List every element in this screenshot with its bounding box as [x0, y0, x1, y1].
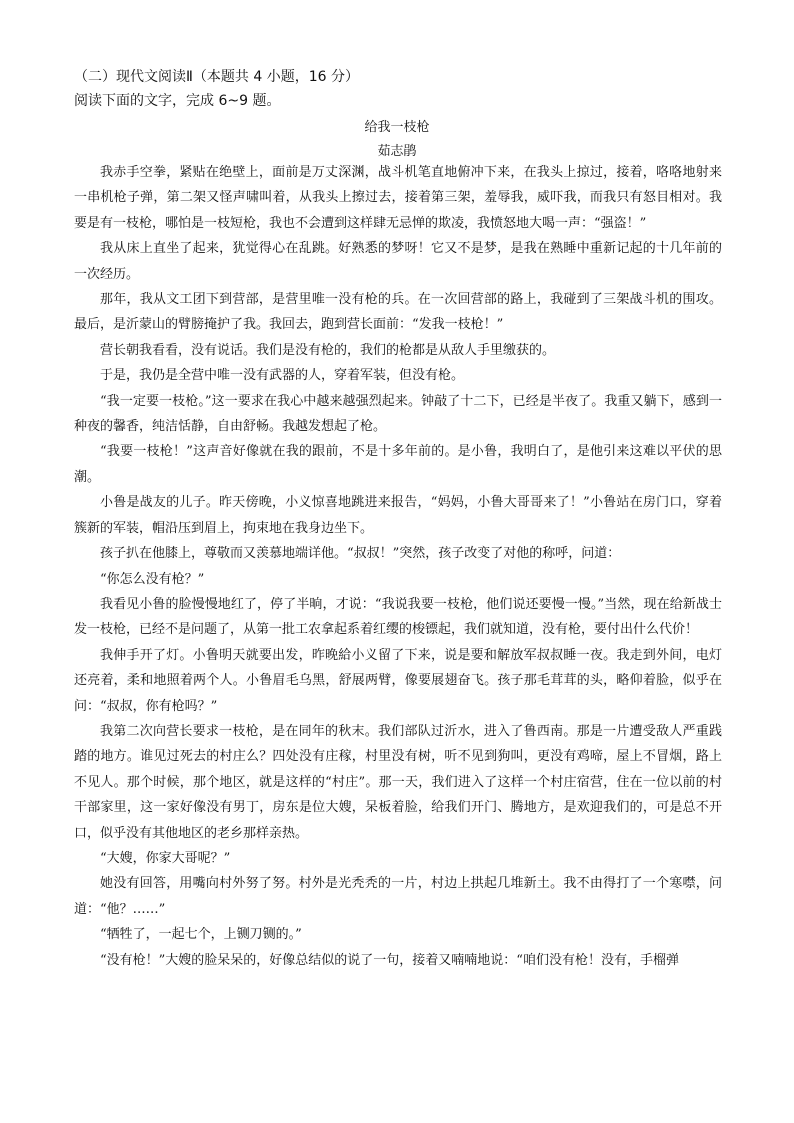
paragraph: “你怎么没有枪？”	[100, 571, 205, 587]
paragraph: “我一定要一枝枪。”这一要求在我心中越来越强烈起来。钟敲了十二下，已经是半夜了。我重又躺下，感到一种夜的馨香，纯洁恬静，自由舒畅。我越发想起了枪。	[74, 393, 722, 435]
paragraph: 孩子扒在他膝上，尊敬而又羡慕地端详他。“叔叔！”突然，孩子改变了对他的称呼，问道：	[100, 546, 621, 562]
paragraph: “我要一枝枪！”这声音好像就在我的跟前，不是十多年前的。是小鲁，我明白了，是他引来这难以平伏的思潮。	[74, 444, 722, 485]
paragraph: 我伸手开了灯。小鲁明天就要出发，昨晚給小义留了下来，说是要和解放军叔叔睡一夜。我走到外间，电灯还亮着，柔和地照着两个人。小鲁眉毛乌黑，舒展两臂，像要展翅奋飞。孩子那毛茸茸的头，略仰着脸，似乎在问：“叔叔，你有枪吗？”	[74, 647, 722, 714]
article-body	[74, 160, 722, 973]
paragraph: 我第二次向营长要求一枝枪，是在同年的秋末。我们部队过沂水，进入了鲁西南。那是一片遭受敌人严重践踏的地方。谁见过死去的村庄么？四处没有庄稼，村里没有树，听不见到狗叫，更没有鸡啼，屋上不冒烟，路上不见人。那个时候，那个地区，就是这样的“村庄”。那一天，我们进入了这样一个村庄宿营，住在一位以前的村干部家里，这一家好像没有男丁，房东是位大嫂，呆板着脸，给我们开门、腾地方，是欢迎我们的，可是总不开口，似乎没有其他地区的老乡那样亲热。	[74, 723, 722, 841]
paragraph: 她没有回答，用嘴向村外努了努。村外是光秃秃的一片，村边上拱起几堆新土。我不由得打了一个寒噤，问道：“他？……”	[74, 876, 722, 917]
article-title: 给我一枝枪	[364, 120, 430, 135]
paragraph: 那年，我从文工团下到营部，是营里唯一没有枪的兵。在一次回营部的路上，我碰到了三架战斗机的围攻。最后，是沂蒙山的臂膀掩护了我。我回去，跑到营长面前：“发我一枝枪！”	[74, 292, 722, 333]
paragraph: 我看见小鲁的脸慢慢地红了，停了半晌，才说：“我说我要一枝枪，他们说还要慢一慢。”当然，现在给新战士发一枝枪，已经不是问题了，从第一批工农拿起系着红缨的梭镖起，我们就知道，没有枪，要付出什么代价！	[74, 596, 722, 638]
paragraph: 营长朝我看看，没有说话。我们是没有枪的，我们的枪都是从敌人手里缴获的。	[100, 342, 556, 358]
paragraph: 我从床上直坐了起来，犹觉得心在乱跳。好熟悉的梦呀！它又不是梦，是我在熟睡中重新记起的十几年前的一次经历。	[74, 241, 722, 282]
section-title: （二）现代文阅读Ⅱ（本题共 4 小题，16 分）	[74, 69, 359, 85]
reading-instruction: 阅读下面的文字，完成 6~9 题。	[74, 93, 281, 109]
paragraph: 小鲁是战友的儿子。昨天傍晚，小义惊喜地跳进来报告，“妈妈，小鲁大哥哥来了！”小鲁站在房门口，穿着簇新的军装，帽沿压到眉上，拘束地在我身边坐下。	[74, 495, 722, 536]
paragraph: 我赤手空拳，紧贴在绝壁上，面前是万丈深渊，战斗机笔直地俯冲下来，在我头上掠过，接着，咯咯地射来一串机枪子弹，第二架又怪声啸叫着，从我头上擦过去，接着第三架，羞辱我，威吓我，而我只有怒目相对。我要是有一枝枪，哪怕是一枝短枪，我也不会遭到这样肆无忌惮的欺凌，我愤怒地大喝一声：“强盗！”	[74, 165, 722, 231]
paragraph: “牺牲了，一起七个，上铡刀铡的。”	[100, 927, 302, 943]
paragraph: “大嫂，你家大哥呢？”	[100, 850, 231, 866]
paragraph: “没有枪！”大嫂的脸呆呆的，好像总结似的说了一句，接着又喃喃地说：“咱们没有枪！没有，手榴弹	[100, 952, 679, 968]
article-author: 茹志鹃	[377, 144, 417, 159]
paragraph: 于是，我仍是全营中唯一没有武器的人，穿着军装，但没有枪。	[100, 368, 465, 384]
